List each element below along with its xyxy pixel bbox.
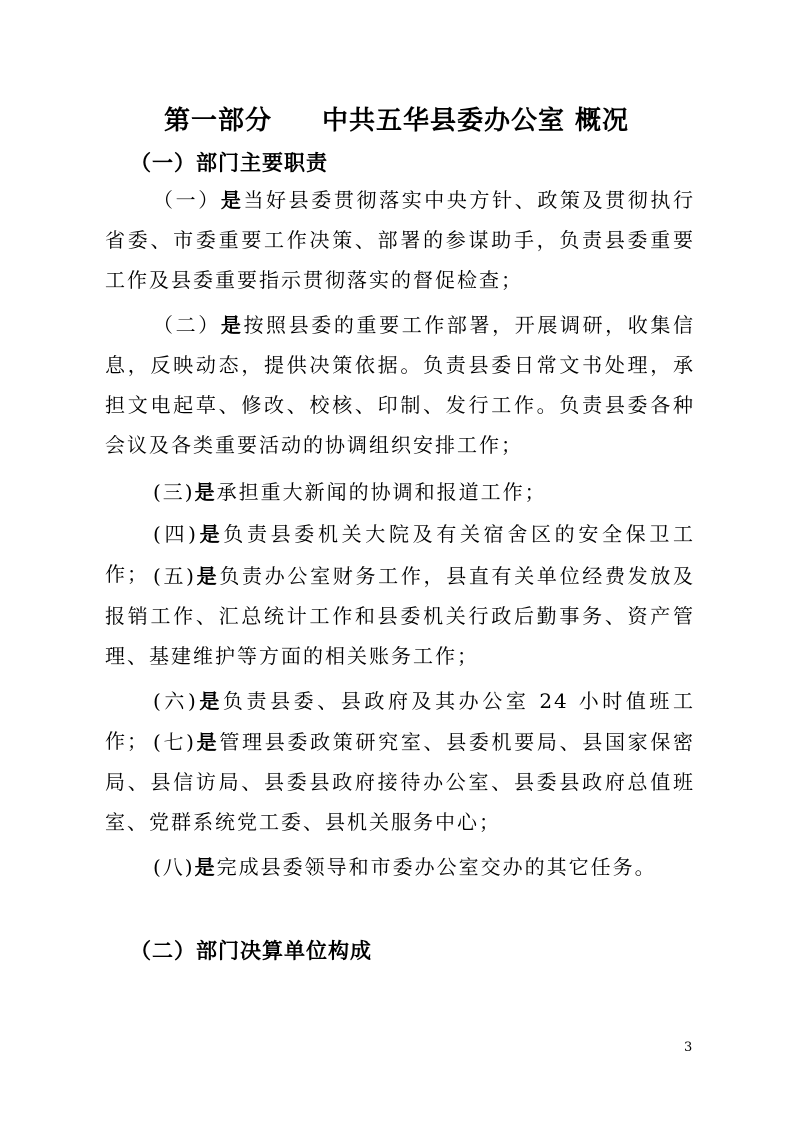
item-marker: (七) [153, 730, 196, 754]
item-lead: 是 [197, 689, 223, 713]
item-lead: 是 [195, 730, 220, 754]
item-lead: 是 [195, 564, 220, 588]
page-title [0, 100, 793, 137]
title-part: 第一部分 [163, 106, 272, 136]
item-marker: (三) [153, 480, 195, 504]
item-lead: 是 [194, 480, 217, 504]
item-text: 负责县委机关大院及有关宿舍区的安全保卫工作； [105, 522, 696, 586]
item-lead: 是 [220, 188, 244, 212]
item-text: 管理县委政策研究室、县委机要局、县国家保密局、县信访局、县委县政府接待办公室、县委县政府总值班室、党群系统党工委、县机关服务中心； [105, 730, 696, 834]
page-number: 3 [684, 1040, 693, 1055]
duty-item-5 [105, 556, 695, 676]
item-lead: 是 [197, 522, 224, 546]
item-lead: 是 [194, 855, 217, 879]
duty-item-1 [105, 180, 695, 300]
item-text: 承担重大新闻的协调和报道工作； [216, 480, 547, 504]
item-marker: (五) [153, 564, 196, 588]
section-heading-duties: （一）部门主要职责 [130, 151, 328, 175]
item-marker: (四) [153, 522, 198, 546]
section-heading-units: （二）部门决算单位构成 [130, 939, 372, 963]
duty-item-8 [105, 847, 695, 887]
duty-item-7 [105, 722, 695, 842]
item-marker: (八) [153, 855, 195, 879]
item-text: 负责办公室财务工作，县直有关单位经费发放及报销工作、汇总统计工作和县委机关行政后勤事务、资产管理、基建维护等方面的相关账务工作； [105, 564, 696, 668]
item-text: 完成县委领导和市委办公室交办的其它任务。 [216, 855, 657, 879]
item-text: 当好县委贯彻落实中央方针、政策及贯彻执行省委、市委重要工作决策、部署的参谋助手，负责县委重要工作及县委重要指示贯彻落实的督促检查； [105, 188, 696, 292]
title-name: 中共五华县委办公室 概况 [321, 106, 630, 136]
duty-item-3 [105, 472, 695, 512]
item-marker: （一） [153, 188, 221, 212]
item-marker: （二） [153, 313, 221, 337]
item-lead: 是 [220, 313, 244, 337]
item-text: 按照县委的重要工作部署，开展调研，收集信息，反映动态，提供决策依据。负责县委日常文书处理，承担文电起草、修改、校核、印制、发行工作。负责县委各种会议及各类重要活动的协调组织安排工作； [105, 313, 696, 457]
duty-item-2 [105, 305, 695, 465]
item-marker: (六) [153, 689, 198, 713]
item-text: 负责县委、县政府及其办公室 24 小时值班工作； [105, 689, 696, 753]
